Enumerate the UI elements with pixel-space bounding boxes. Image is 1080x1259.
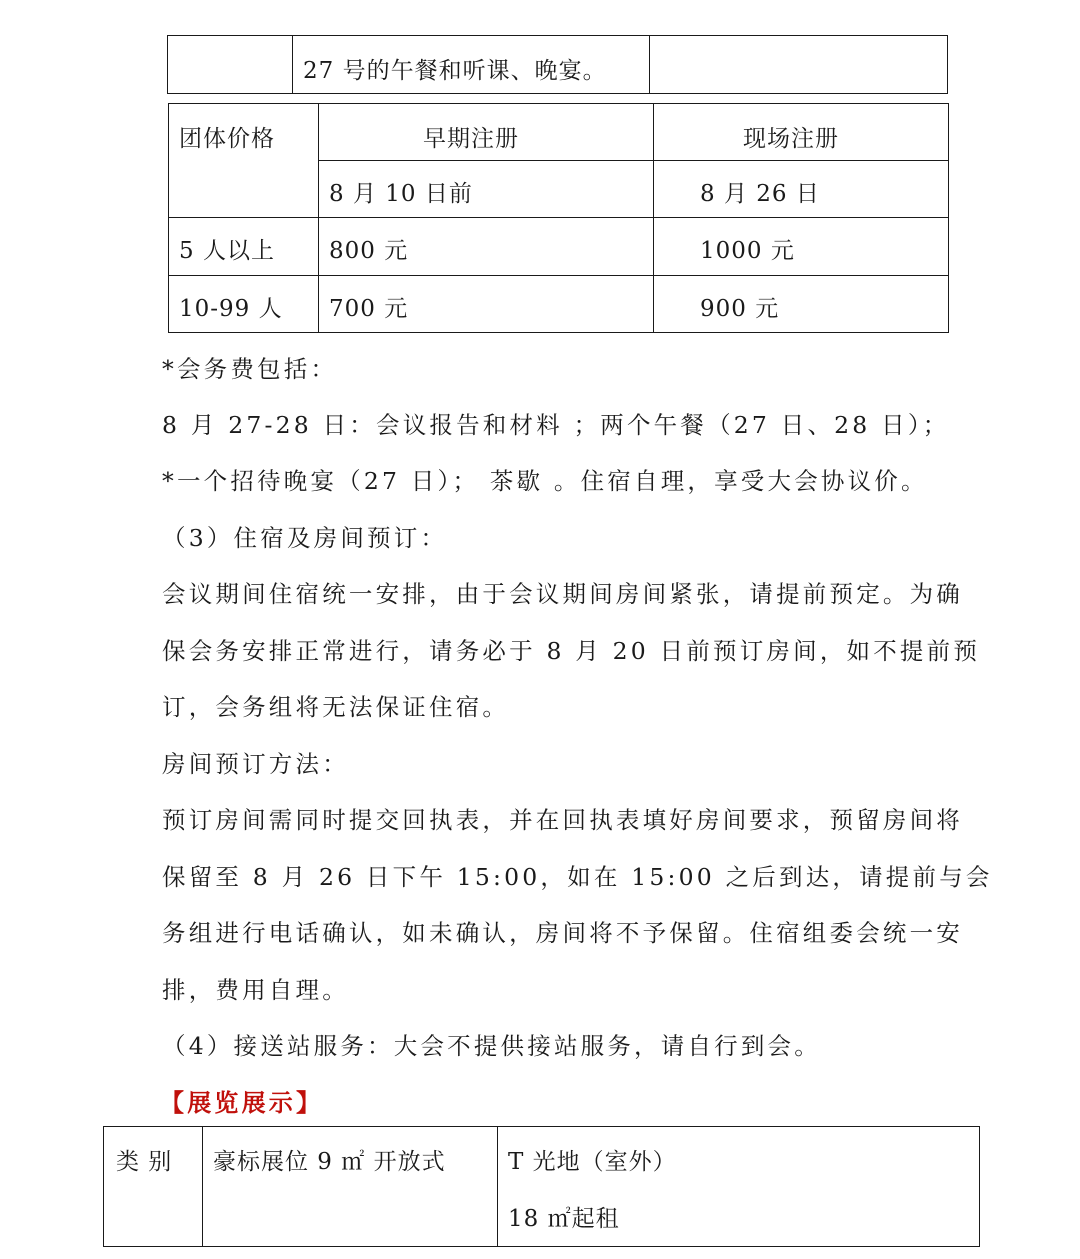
section-3-paragraph-line-1: 会议期间住宿统一安排，由于会议期间房间紧张，请提前预定。为确 (162, 580, 963, 608)
schedule-table-fragment (167, 35, 948, 94)
section-3-title: （3）住宿及房间预订： (162, 524, 448, 552)
fee-title: *会务费包括： (162, 355, 338, 383)
group-size-cell: 5 人以上 (169, 218, 319, 276)
booking-paragraph-line-4: 排，费用自理。 (162, 976, 349, 1004)
booking-paragraph-line-2: 保留至 8 月 26 日下午 15:00，如在 15:00 之后到达，请提前与会 (162, 863, 993, 891)
early-price-cell: 700 元 (319, 276, 654, 333)
schedule-cell-1 (168, 36, 293, 94)
section-4-shuttle-service: （4）接送站服务：大会不提供接站服务，请自行到会。 (162, 1032, 821, 1060)
exhibit-space-cell: T 光地（室外） 18 ㎡起租 (498, 1127, 980, 1247)
booking-method-title: 房间预订方法： (162, 750, 349, 778)
early-registration-header: 早期注册 (319, 104, 654, 161)
onsite-price-cell: 900 元 (654, 276, 949, 333)
exhibit-booth-cell: 豪标展位 9 ㎡ 开放式 (203, 1127, 498, 1247)
onsite-date-cell: 8 月 26 日 (654, 161, 949, 218)
price-row (169, 218, 949, 276)
schedule-cell-2: 27 号的午餐和听课、晚宴。 (293, 36, 650, 94)
group-size-cell: 10-99 人 (169, 276, 319, 333)
group-price-header: 团体价格 (169, 104, 319, 218)
fee-line-1: 8 月 27-28 日：会议报告和材料 ；两个午餐（27 日、28 日）； (162, 411, 950, 439)
exhibit-category-cell: 类 别 (104, 1127, 203, 1247)
section-3-paragraph-line-3: 订，会务组将无法保证住宿。 (162, 693, 510, 721)
booking-paragraph-line-1: 预订房间需同时提交回执表，并在回执表填好房间要求，预留房间将 (162, 806, 963, 834)
fee-line-2: *一个招待晚宴（27 日）； 茶歇 。住宿自理，享受大会协议价。 (162, 467, 928, 495)
section-3-paragraph-line-2: 保会务安排正常进行，请务必于 8 月 20 日前预订房间，如不提前预 (162, 637, 981, 665)
group-price-table (168, 103, 949, 333)
booking-paragraph-line-3: 务组进行电话确认，如未确认，房间将不予保留。住宿组委会统一安 (162, 919, 963, 947)
exhibition-heading: 【展览展示】 (160, 1088, 324, 1117)
onsite-registration-header: 现场注册 (654, 104, 949, 161)
early-deadline-cell: 8 月 10 日前 (319, 161, 654, 218)
schedule-cell-3 (650, 36, 948, 94)
early-price-cell: 800 元 (319, 218, 654, 276)
onsite-price-cell: 1000 元 (654, 218, 949, 276)
exhibition-table (103, 1126, 980, 1247)
price-row (169, 276, 949, 333)
